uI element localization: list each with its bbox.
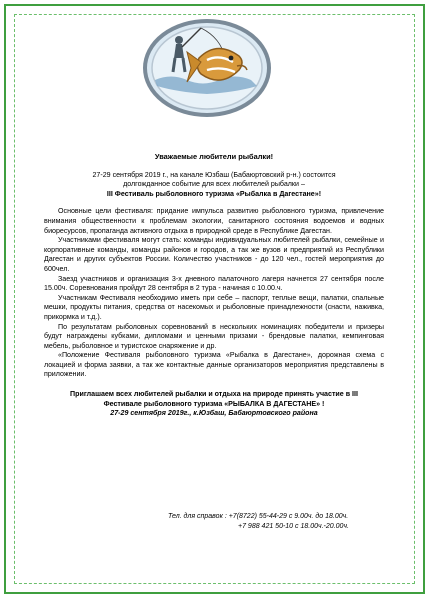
intro-line-2: долгожданное событие для всех любителей рыбалки – — [123, 180, 305, 189]
greeting: Уважаемые любители рыбалки! — [154, 152, 274, 161]
intro-festival-title: III Фестиваль рыболовного туризма «Рыбалка в Дагестане»! — [106, 189, 322, 198]
paragraph-attachments: «Положение Фестиваля рыболовного туризма «Рыбалка в Дагестане», дорожная схема с локацией и форма заявки, а так же контактные данные организаторов мероприятия представлены в приложении. — [44, 351, 384, 379]
festival-logo — [141, 18, 273, 118]
contact-phone-1: Тел. для справок : +7(8722) 55-44-29 с 9.00ч. до 18.00ч. — [168, 513, 349, 520]
invite-line-2: Фестивале рыболовного туризма «РЫБАЛКА В ДАГЕСТАНЕ» ! — [103, 399, 325, 408]
letter-body — [44, 152, 384, 419]
paragraph-participants: Участниками фестиваля могут стать: команды индивидуальных любителей рыбалки, семейные и корпоративные команды, команды районов и городов, а так же вузов и предприятий из Республики Дагестан и других субъектов России. Количество участников - до 120 чел., гостей мероприятия до 600чел. — [44, 236, 384, 273]
paragraph-goals: Основные цели фестиваля: придание импульса развитию рыболовного туризма, привлечение внимания общественности к проблемам экологии, санитарного состояния водоемов и водных биоресурсов, пропаганда активного отдыха в природной среде в Республике Дагестан. — [44, 207, 384, 235]
invite-date-location: 27-29 сентября 2019г., к.Юзбаш, Бабаюртовского района — [110, 409, 318, 418]
invite-line-1: Приглашаем всех любителей рыбалки и отдыха на природе принять участие в III — [70, 390, 358, 399]
paragraph-requirements: Участникам Фестиваля необходимо иметь при себе – паспорт, теплые вещи, палатки, спальные мешки, продукты питания, средства от насекомых и рыболовные принадлежности (снасти, наживка, прикормка и т.д.). — [44, 293, 384, 321]
invitation-block — [44, 390, 384, 419]
intro-block — [44, 171, 384, 200]
paragraph-schedule: Заезд участников и организация 3-х дневного палаточного лагеря начнется 27 сентября после 15.00ч. Соревнования пройдут 28 сентября в 2 тура - начиная с 10.00.ч. — [44, 274, 384, 293]
contact-info — [168, 512, 388, 532]
contact-phone-2: +7 988 421 50-10 с 18.00ч.-20.00ч. — [238, 523, 349, 530]
intro-line-1: 27-29 сентября 2019 г., на канале Юзбаш (Бабаюртовский р-н.) состоится — [92, 170, 336, 179]
paragraph-prizes: По результатам рыболовных соревнований в нескольких номинациях победители и призеры будут награждены кубками, дипломами и ценными призами - брендовые палатки, кемпинговая мебель, рыболовное и туристское снаряжение и др. — [44, 322, 384, 350]
